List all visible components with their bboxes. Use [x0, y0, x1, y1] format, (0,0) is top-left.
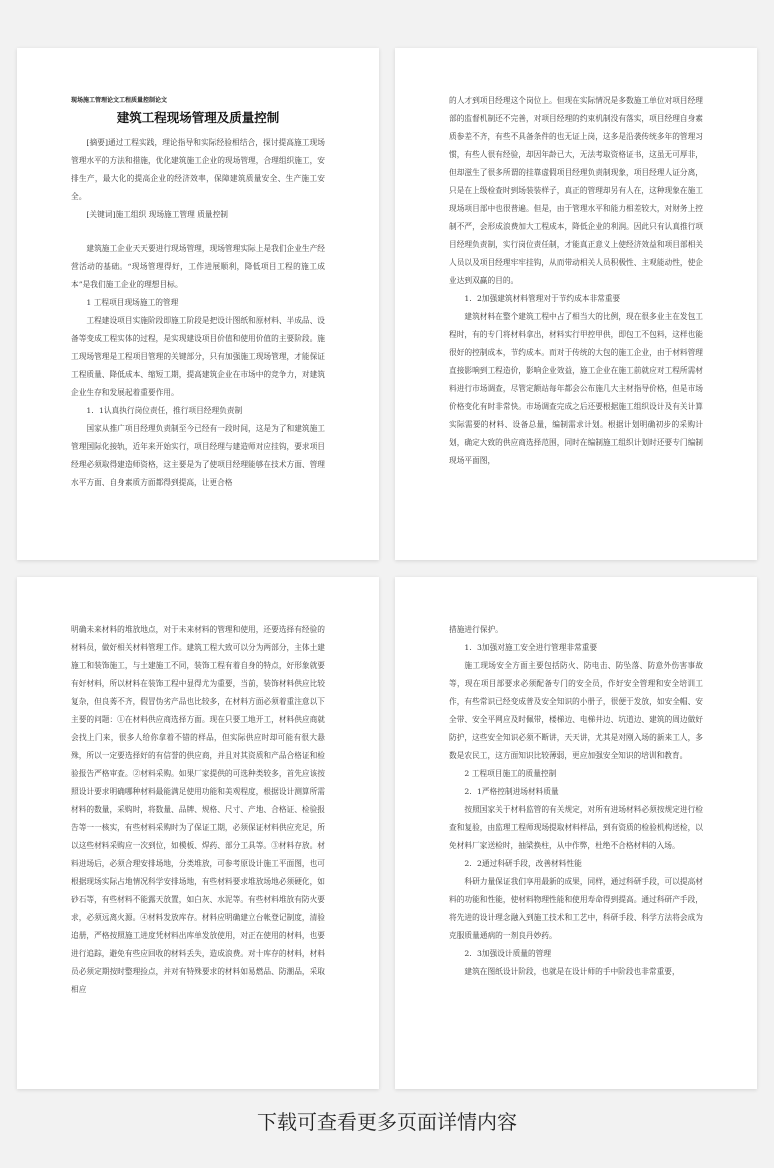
body-paragraph: 的人才到项目经理这个岗位上。但现在实际情况是多数施工单位对项目经理部的监督机制还不完善，对项目经理的约束机制没有落实，项目经理自身素质参差不齐，有些不具备条件的也无证上岗，这多是沿袭传统多年的管理习惯，有些人很有经验，却因年龄已大，无法考取资格证书，这虽无可厚非，但却滋生了很多所谓的挂靠虚假项目经理负责制现象，项目经理人证分离，只是在上级检查时到场装装样子，真正的管理却另有人在，这种现象在施工现场项目部中也很普遍。但是，由于管理水平和能力相差较大，对财务上控制不严，会形成浪费加大工程成本，降低企业的利润。因此只有认真推行项目经理负责制，实行岗位责任制，才能真正意义上使经济效益和项目部相关人员以及项目经理牢牢挂钩，从而带动相关人员积极性、主观能动性，使企业达到双赢的目的。: [449, 96, 703, 285]
body-paragraph: 工程建设项目实施阶段即施工阶段是把设计图纸和原材料、半成品、设备等变成工程实体的过程，是实现建设项目价值和使用价值的主要阶段。施工现场管理是工程项目管理的关键部分，只有加强施工现场管理，才能保证工程质量、降低成本、缩短工期，提高建筑企业在市场中的竞争力，对建筑企业生存和发展起着重要作用。: [71, 316, 325, 397]
body-paragraph: 明确未来材料的堆放地点，对于未来材料的管理和使用，还要选择有经验的材料员，做好相关材料管理工作。建筑工程大致可以分为两部分，主体土建施工和装饰施工，与土建施工不同，装饰工程有着自身的特点，好形象就要有好材料，所以材料在装饰工程中显得尤为重要，当前，装饰材料供应比较复杂，但良莠不齐，假冒伪劣产品也比较多，在材料方面必须着重注意以下主要的问题：①在材料供应商选择方面。现在只要工地开工，材料供应商就会找上门来，很多人给你拿着不错的样品，但实际供应时却可能有很大悬殊，所以一定要选择好的有信誉的供应商，并且对其资质和产品合格证和检验报告严格审查。②材料采购。如果厂家提供的可选种类较多，首先应该按照设计要求明确哪种材料最能满足使用功能和美观程度，根据设计测算所需材料的数量，采购时，将数量、品牌、规格、尺寸、产地、合格证、检验报告等一一核实，有些材料采购时为了保证工期，必须保证材料供应充足，所以这些材料采购应一次到位，如模板、焊药、部分工具等。③材料存放。材料进场后，必须合理安排场地，分类堆放，可参考原设计施工平面图，也可根据现场实际占地情况科学安排场地，有些材料要求堆放场地必须硬化，如砂石等，有些材料不能露天放置，如白灰、水泥等。有些材料堆放有防火要求，必须远离火源。④材料发放库存。材料应明确建立台帐登记制度，清验追册，严格按照施工进度凭材料出库单发放使用，对正在使用的材料，也要进行追踪，避免有些应回收的材料丢失，造成浪费。对十库存的材料，材料员必须定期按时整理捡点，并对有特殊要求的材料如易燃品、防潮品，采取相应: [71, 625, 325, 994]
document-page-1: [17, 48, 379, 560]
keywords-line: [关键词]施工组织 现场施工管理 质量控制: [86, 210, 228, 219]
subsection-heading-2-2: 2．2通过科研手段，改善材料性能: [464, 859, 582, 868]
page-header-small: 现场施工管理论文工程质量控制论文: [71, 97, 168, 104]
document-page-3: [17, 577, 379, 1089]
body-paragraph: 国家从推广项目经理负责制至今已经有一段时间，这是为了和建筑施工管理国际化接轨，近年来开始实行，项目经理与建造师对应挂钩，要求项目经理必须取得建造师资格，这主要是为了使项目经理能够在技术方面、管理水平方面、自身素质方面都得到提高，让更合格: [71, 424, 325, 487]
body-paragraph: 建筑材料在整个建筑工程中占了相当大的比例，现在很多业主在发包工程时，有的专门将材料拿出，材料实行甲控甲供，即包工不包料，这样也能很好的控制成本，节约成本。而对于传统的大包的施工企业，由于材料管理直接影响到工程造价，影响企业效益，施工企业在施工前就应对工程所需材料进行市场调查，尽管定额站每年都会公布施几大主材指导价格，但是市场价格变化有时非常快。市场调查完成之后还要根据施工组织设计及有关计算实际需要的材料、设备总量，编制需求计划。根据计划明确初步的采购计划，确定大致的供应商选择范围，同时在编制施工组织计划时还要专门编制现场平面图，: [449, 312, 703, 465]
subsection-heading-2-3: 2．3加强设计质量的管理: [464, 949, 552, 958]
subsection-heading-1-3: 1．3加强对施工安全进行管理非常重要: [464, 643, 598, 652]
document-title: 建筑工程现场管理及质量控制: [116, 110, 280, 125]
subsection-heading-1-2: 1．2加强建筑材料管理对于节约成本非常重要: [464, 294, 621, 303]
subsection-heading-2-1: 2．1严格控制进场材料质量: [464, 787, 559, 796]
body-paragraph: 措施进行保护。: [449, 625, 503, 634]
body-paragraph: 科研力量保证我们享用最新的成果，同样，通过科研手段，可以提高材料的功能和性能，使材料物理性能和使用寿命得到提高。通过科研产手段，将先进的设计理念融入到施工技术和工艺中，科研手段、科学方法将会成为克服质量通病的一剂良丹妙药。: [449, 877, 703, 940]
subsection-heading-1-1: 1．1认真执行岗位责任，推行项目经理负责制: [86, 406, 243, 415]
section-heading-1: 1 工程项目现场施工的管理: [86, 298, 179, 307]
document-page-2: [395, 48, 757, 560]
intro-paragraph: 建筑施工企业天天要进行现场管理，现场管理实际上是我们企业生产经营活动的基础。“现场管理得好，工作进展顺利，降低项目工程的施工成本”是我们施工企业的理想目标。: [71, 244, 325, 289]
abstract-paragraph: [摘要]通过工程实践，理论指导和实际经验相结合，探讨提高施工现场管理水平的方法和措施，优化建筑施工企业的现场管理，合理组织施工，安排生产，最大化的提高企业的经济效率，保障建筑质量安全、生产施工安全。: [71, 138, 325, 201]
body-paragraph: 按照国家关于材料监管的有关规定，对所有进场材料必须按规定进行检查和复验，由监理工程师现场提取材料样品，到有资质的检验机构送检，以免材料厂家送检时，抽梁换柱，从中作弊，杜绝不合格材料的入场。: [449, 805, 703, 850]
body-paragraph: 建筑在图纸设计阶段，也就是在设计师的手中阶段也非常重要，: [464, 967, 680, 976]
document-page-4: [395, 577, 757, 1089]
body-paragraph: 施工现场安全方面主要包括防火、防电击、防坠落、防意外伤害事故等，现在项目部要求必须配备专门的安全员，作好安全管理和安全培训工作，有些常识已经变成普及安全知识的小册子，很便于发放，如安全帽、安全带、安全平网应及时佩带，楼梯边、电梯井边、坑道边、建筑的周边做好防护，这些安全知识必须不断讲，天天讲，尤其是对刚入场的新来工人，多数是农民工，这方面知识比较薄弱，更应加强安全知识的培训和教育。: [449, 661, 703, 760]
section-heading-2: 2 工程项目施工的质量控制: [464, 769, 557, 778]
download-more-prompt[interactable]: 下载可查看更多页面详情内容: [257, 1110, 517, 1134]
